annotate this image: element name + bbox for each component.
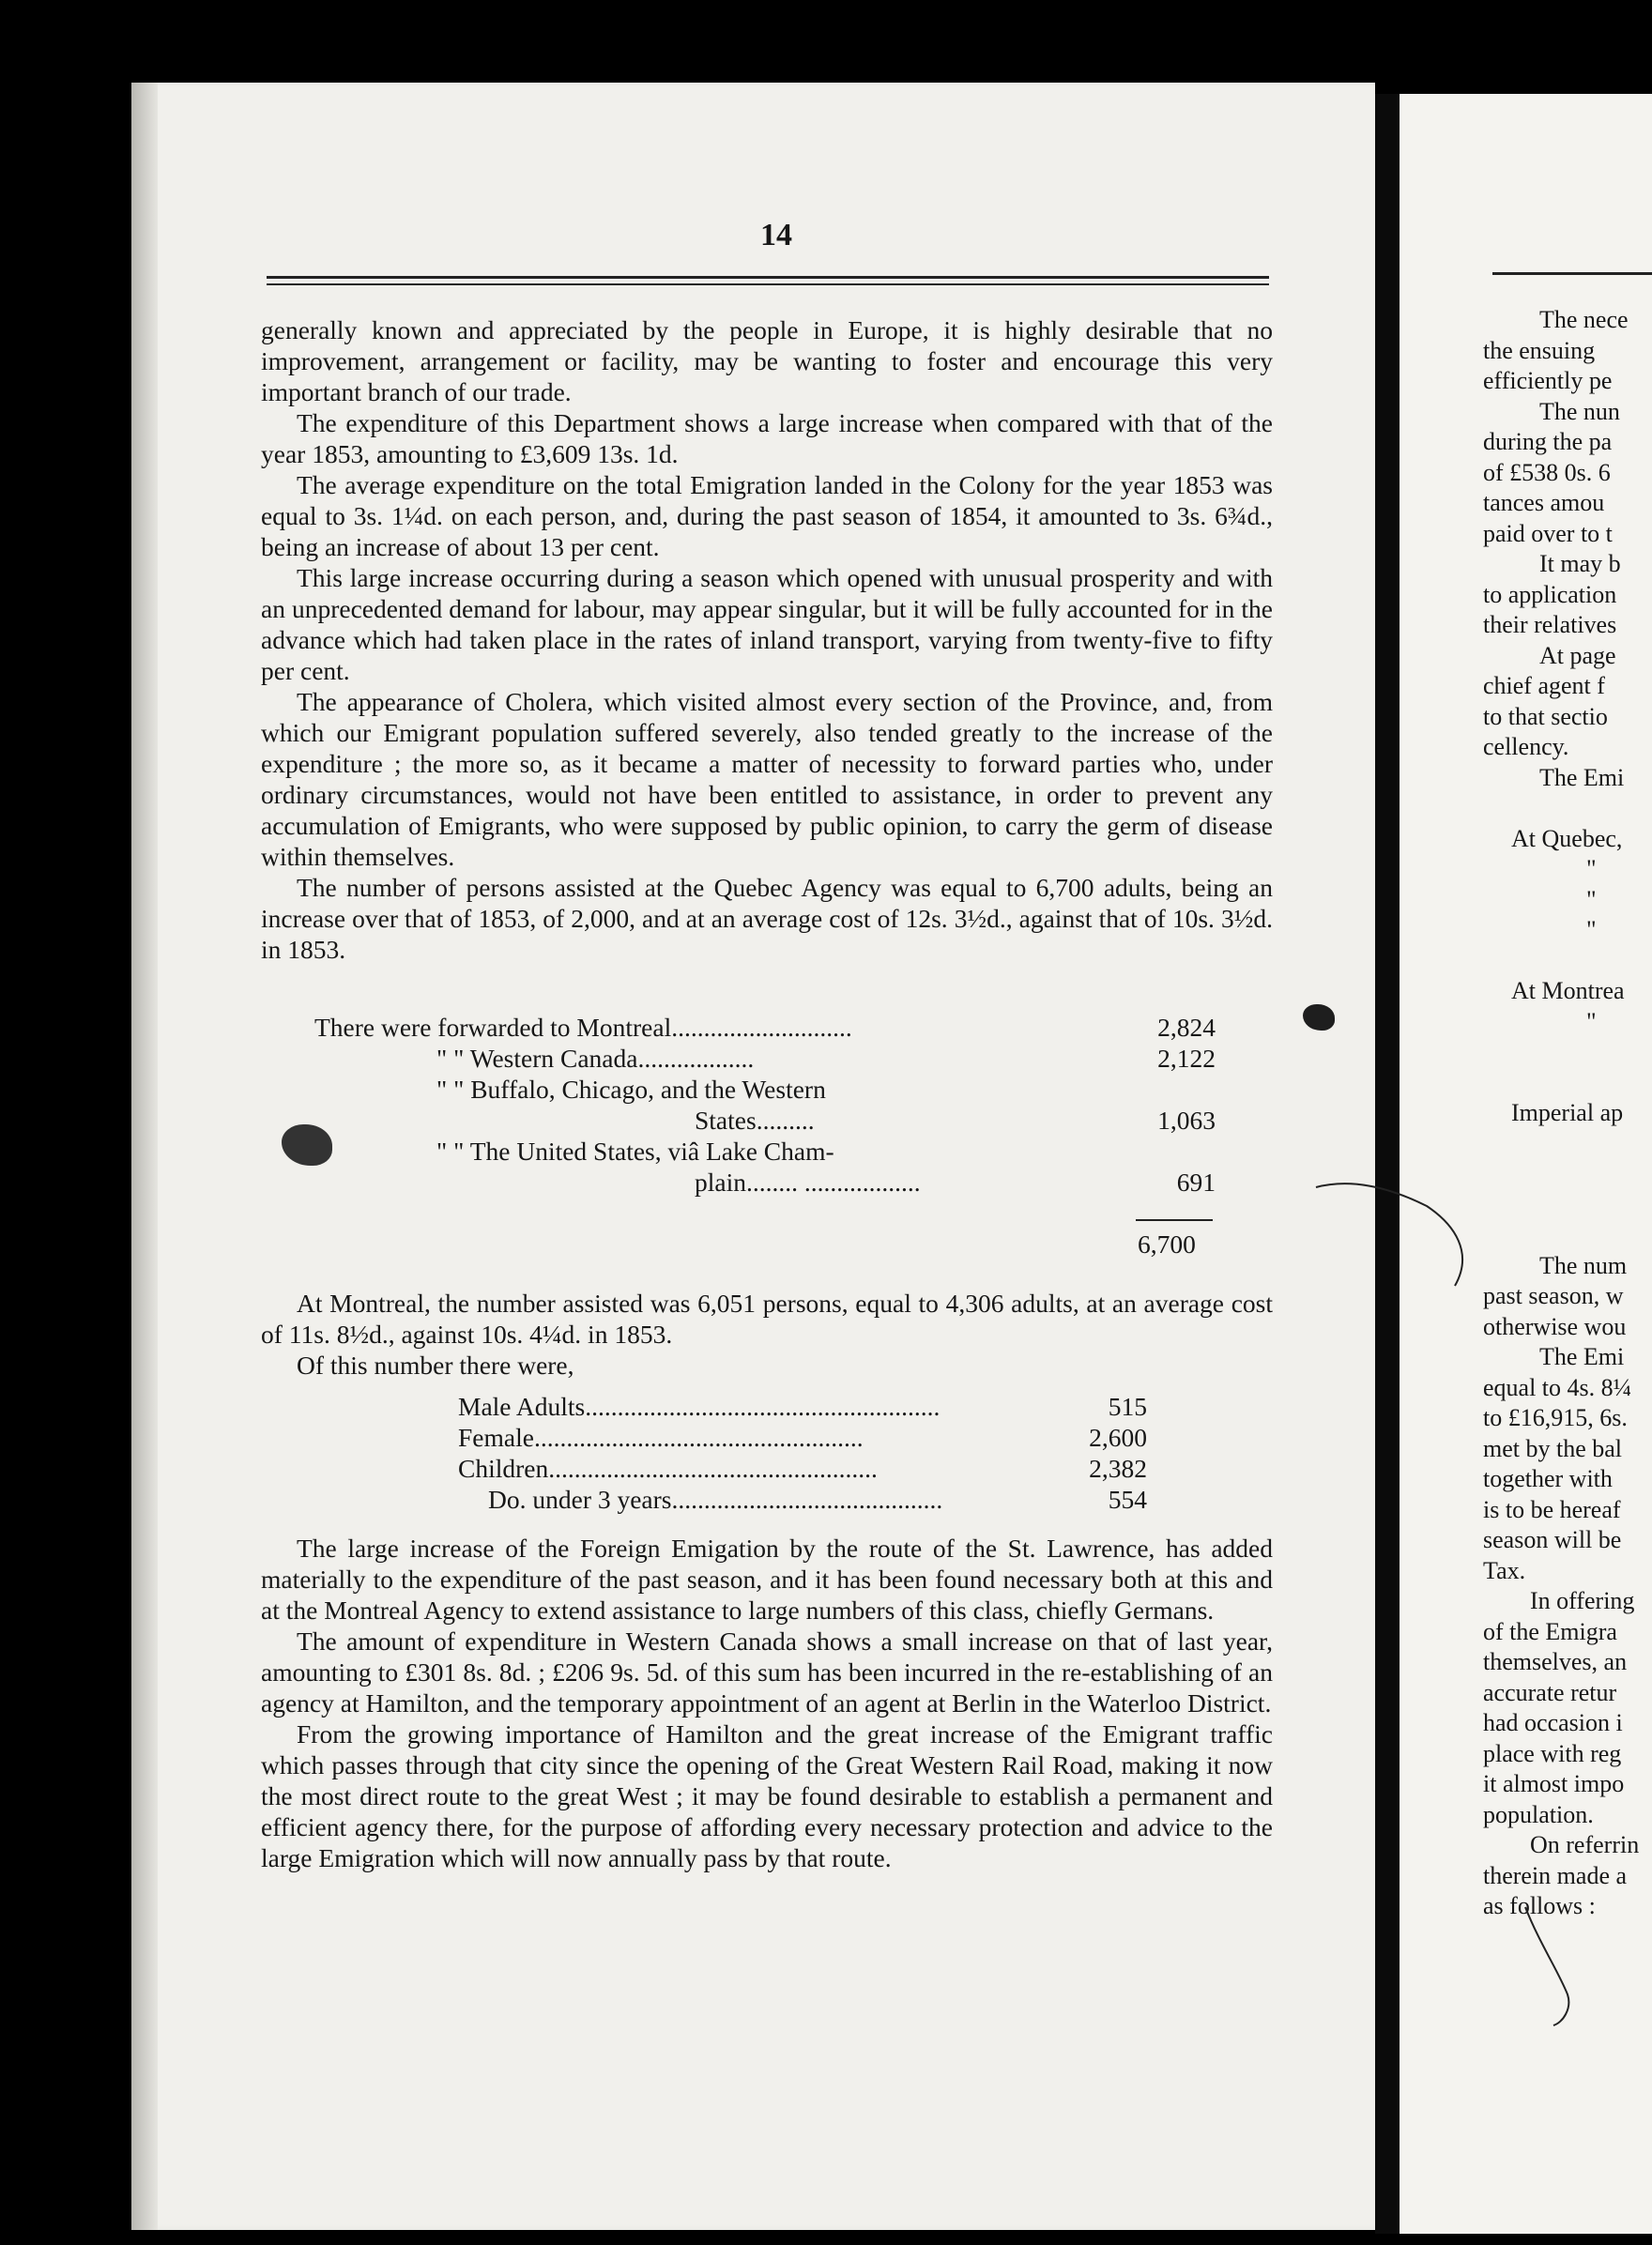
text-line: it almost impo	[1483, 1770, 1625, 1797]
row-label: States.........	[695, 1106, 815, 1135]
paragraph: At Montreal, the number assisted was 6,051 persons, equal to 4,306 adults, at an average cost of 11s. 8½d., against 10s. 4¼d. in 1853.	[261, 1289, 1273, 1349]
body-text	[261, 314, 1273, 965]
row-label: There were forwarded to Montreal............................	[314, 1013, 852, 1042]
text-line	[1483, 1037, 1652, 1068]
text-line: together with	[1483, 1465, 1613, 1492]
paragraph: The number of persons assisted at the Quebec Agency was equal to 6,700 adults, being an increase over that of 1853, of 2,000, and at an average cost of 12s. 3½d., against that of 10s. 3½d. in 1853.	[261, 873, 1273, 964]
text-line: during the pa	[1483, 428, 1613, 455]
forwarded-table	[314, 1012, 1216, 1198]
row-label: " " The United States, viâ Lake Cham-	[436, 1137, 834, 1166]
paragraph: Of this number there were,	[297, 1351, 574, 1380]
text-line	[1483, 1129, 1652, 1160]
text-line	[1483, 946, 1652, 977]
text-line: efficiently pe	[1483, 367, 1613, 394]
table-row	[314, 1105, 1216, 1136]
table-row	[314, 1012, 1216, 1043]
row-value: 691	[1176, 1168, 1216, 1197]
paragraph: This large increase occurring during a season which opened with unusual prosperity and with an unprecedented demand for labour, may appear singular, but it will be fully accounted for in the advance which had taken place in the rates of inland transport, varying from twenty-five to fifty per cent.	[261, 563, 1273, 685]
total-rule	[1136, 1219, 1213, 1221]
table-row	[314, 1074, 1216, 1105]
table-row	[314, 1136, 1216, 1167]
text-line: of £538 0s. 6	[1483, 458, 1611, 486]
paragraph: The expenditure of this Department shows a large increase when compared with that of the year 1853, amounting to £3,609 13s. 1d.	[261, 408, 1273, 468]
text-line: In offering	[1530, 1587, 1635, 1614]
text-line: The num	[1539, 1251, 1628, 1279]
text-line: past season, w	[1483, 1282, 1624, 1309]
row-label: Children...................................................	[458, 1454, 878, 1483]
right-page-text	[1483, 305, 1652, 1922]
paragraph: From the growing importance of Hamilton and the great increase of the Emigrant traffic which passes through that city since the opening of the Great Western Rail Road, making it now the most direct route to the great West ; it may be found desirable to establish a permanent and efficient agency there, for the purpose of affording every necessary protection and advice to the large Emigration which will now annually pass by that route.	[261, 1719, 1273, 1872]
table-row	[458, 1453, 1147, 1484]
text-line: place with reg	[1483, 1739, 1622, 1767]
right-header-rule	[1492, 272, 1652, 275]
text-line	[1483, 1220, 1652, 1251]
row-value: 2,600	[1089, 1423, 1147, 1452]
table-row	[314, 1167, 1216, 1198]
row-value: 515	[1108, 1392, 1147, 1421]
text-line: The nece	[1539, 306, 1629, 333]
montreal-section	[261, 1288, 1273, 1381]
text-line: as follows :	[1483, 1892, 1596, 1919]
row-label: Do. under 3 years..........................................	[488, 1485, 943, 1514]
row-label: " " Western Canada..................	[436, 1044, 755, 1073]
row-value: 2,824	[1157, 1013, 1216, 1042]
text-line: cellency.	[1483, 733, 1569, 760]
text-line: themselves, an	[1483, 1648, 1628, 1675]
text-line: At page	[1539, 641, 1616, 669]
table-row	[458, 1422, 1147, 1453]
paragraph: The amount of expenditure in Western Canada shows a small increase on that of last year, amounting to £301 8s. 8d. ; £206 9s. 5d. of this sum has been incurred in the re-establishing of an agency at Hamilton, and the temporary appointment of an agent at Berlin in the Waterloo District.	[261, 1626, 1273, 1718]
page-edge	[131, 83, 158, 2230]
text-line: At Montrea	[1511, 977, 1625, 1004]
row-value: 2,382	[1089, 1454, 1147, 1483]
text-line: equal to 4s. 8¼	[1483, 1373, 1632, 1401]
paragraph: The large increase of the Foreign Emigation by the route of the St. Lawrence, has added materially to the expenditure of the past season, and it has been found necessary both at this and at the Montreal Agency to extend assistance to large numbers of this class, chiefly Germans.	[261, 1534, 1273, 1625]
text-line	[1483, 1068, 1652, 1099]
text-line: to application	[1483, 580, 1617, 608]
text-line: their relatives	[1483, 611, 1617, 638]
text-line	[1483, 1159, 1652, 1190]
text-line: to £16,915, 6s.	[1483, 1404, 1628, 1431]
text-line	[1483, 793, 1652, 824]
text-line: "	[1586, 885, 1597, 913]
text-line: "	[1586, 1007, 1597, 1035]
row-value: 554	[1108, 1485, 1147, 1514]
text-line: Imperial ap	[1511, 1099, 1624, 1126]
paragraph: The appearance of Cholera, which visited almost every section of the Province, and, from which our Emigrant population suffered severely, also tended greatly to the increase of the expenditure ; the more so, as it became a matter of necessity to forward parties who, under ordinary circumstances, would not have been entitled to assistance, in order to prevent any accumulation of Emigrants, who were supposed by public opinion, to carry the germ of disease within themselves.	[261, 687, 1273, 871]
table-row	[458, 1484, 1147, 1515]
forwarded-total: 6,700	[1138, 1229, 1196, 1259]
row-value: 1,063	[1157, 1106, 1216, 1135]
text-line: At Quebec,	[1511, 824, 1623, 852]
text-line: otherwise wou	[1483, 1312, 1627, 1340]
text-line: It may b	[1539, 550, 1621, 577]
row-label: Female...................................................	[458, 1423, 864, 1452]
row-label: Male Adults.......................................................	[458, 1392, 941, 1421]
row-label: plain........ ..................	[695, 1168, 921, 1197]
pencil-annotation-mark	[1314, 1178, 1483, 1290]
paragraph: The average expenditure on the total Emigration landed in the Colony for the year 1853 was equal to 3s. 1¼d. on each person, and, during the past season of 1854, it amounted to 3s. 6¾d., being an increase of about 13 per cent.	[261, 470, 1273, 561]
text-line: "	[1586, 916, 1597, 943]
text-line: "	[1586, 855, 1597, 882]
text-line: On referrin	[1530, 1831, 1640, 1858]
table-row	[458, 1391, 1147, 1422]
book-gutter	[1375, 94, 1400, 2234]
text-line: the ensuing	[1483, 336, 1596, 364]
table-row	[314, 1043, 1216, 1074]
text-line: is to be hereaf	[1483, 1495, 1621, 1523]
header-rule-bottom	[267, 283, 1269, 285]
row-value: 2,122	[1157, 1044, 1216, 1073]
text-line: season will be	[1483, 1526, 1622, 1553]
text-line	[1483, 1190, 1652, 1221]
text-line: The nun	[1539, 397, 1620, 425]
text-line: chief agent f	[1483, 672, 1605, 699]
text-line: had occasion i	[1483, 1709, 1623, 1736]
text-line: paid over to t	[1483, 519, 1613, 547]
text-line: population.	[1483, 1800, 1594, 1828]
page-number: 14	[760, 218, 792, 252]
row-label: " " Buffalo, Chicago, and the Western	[436, 1075, 826, 1104]
text-line: tances amou	[1483, 489, 1605, 516]
text-line: Tax.	[1483, 1556, 1526, 1584]
text-line: of the Emigra	[1483, 1617, 1617, 1645]
text-line: met by the bal	[1483, 1434, 1623, 1462]
header-rule-top	[267, 276, 1269, 279]
text-line: therein made a	[1483, 1861, 1628, 1889]
breakdown-table	[458, 1391, 1147, 1515]
pencil-annotation-mark	[1521, 1905, 1577, 2027]
closing-section	[261, 1533, 1273, 1873]
text-line: The Emi	[1539, 1343, 1625, 1370]
paragraph: generally known and appreciated by the people in Europe, it is highly desirable that no improvement, arrangement or facility, may be wanting to foster and encourage this very important branch of our trade.	[261, 315, 1273, 406]
text-line: to that sectio	[1483, 702, 1608, 730]
text-line: The Emi	[1539, 763, 1625, 791]
text-line: accurate retur	[1483, 1678, 1617, 1706]
